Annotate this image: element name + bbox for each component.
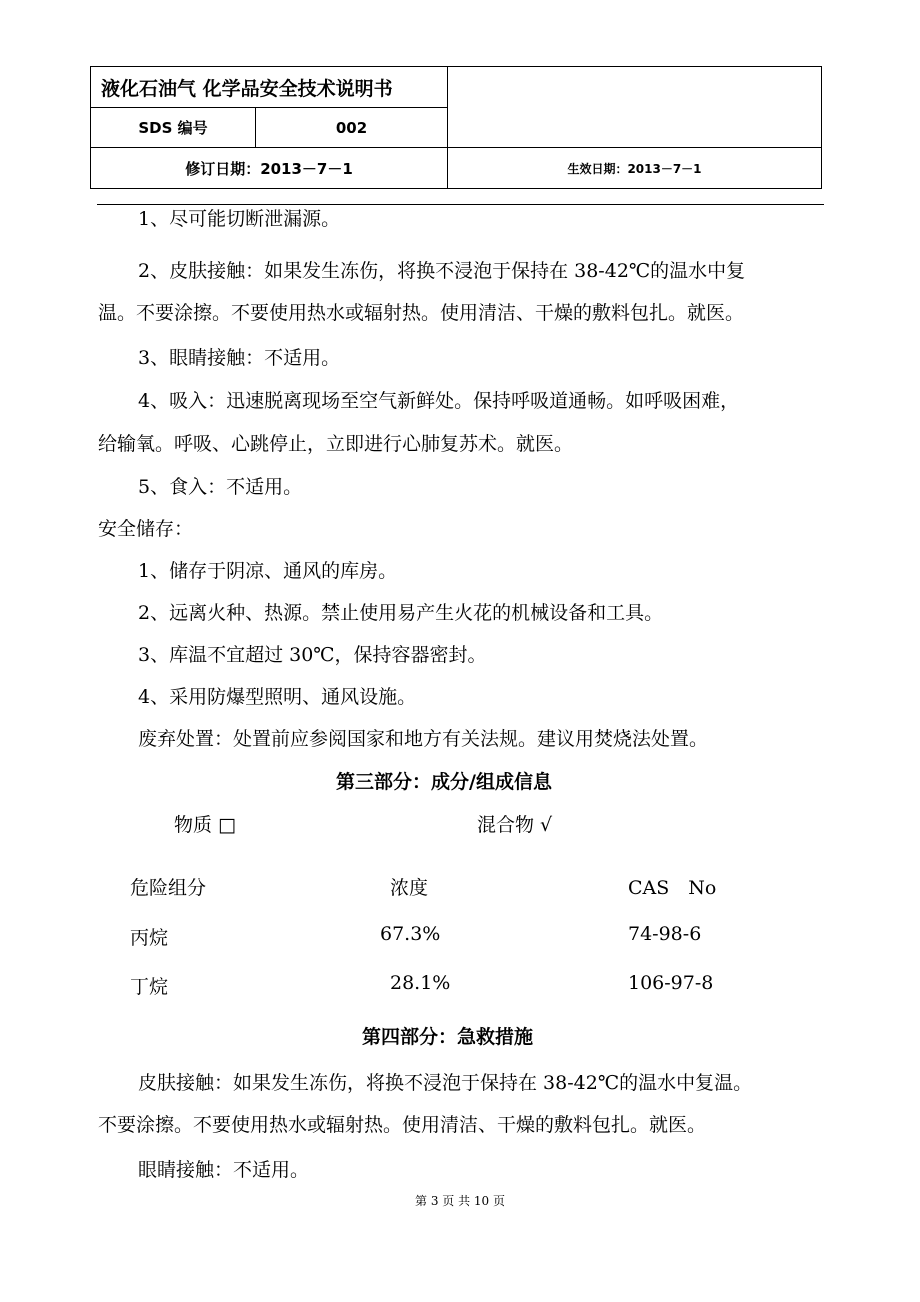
first-aid-skin-line-1: 皮肤接触：如果发生冻伤，将换不浸泡于保持在 38-42℃的温水中复温。 xyxy=(138,1072,753,1094)
header-blank-cell xyxy=(448,67,822,148)
header-divider xyxy=(97,204,824,205)
storage-2: 2、远离火种、热源。禁止使用易产生火花的机械设备和工具。 xyxy=(138,602,664,624)
column-header-cas: CAS No xyxy=(628,877,717,899)
revision-date: 修订日期：2013－7－1 xyxy=(91,148,448,189)
page-number: 第 3 页 共 10 页 xyxy=(415,1194,505,1208)
sds-label: SDS 编号 xyxy=(91,108,256,148)
component-name: 丁烷 xyxy=(130,976,169,998)
effective-date: 生效日期：2013－7－1 xyxy=(448,148,822,189)
component-name: 丙烷 xyxy=(130,927,169,949)
first-aid-eye: 眼睛接触：不适用。 xyxy=(138,1159,310,1181)
column-header-component: 危险组分 xyxy=(130,877,207,899)
measure-4-line-1: 4、吸入：迅速脱离现场至空气新鲜处。保持呼吸道通畅。如呼吸困难， xyxy=(138,390,740,412)
document-title: 液化石油气 化学品安全技术说明书 xyxy=(91,67,448,108)
mixture-option: 混合物 √ xyxy=(477,814,553,836)
storage-1: 1、储存于阴凉、通风的库房。 xyxy=(138,560,398,582)
first-aid-skin-line-2: 不要涂擦。不要使用热水或辐射热。使用清洁、干燥的敷料包扎。就医。 xyxy=(98,1114,707,1136)
section-4-title: 第四部分：急救措施 xyxy=(362,1026,534,1048)
section-3-title: 第三部分：成分/组成信息 xyxy=(336,771,552,793)
measure-5: 5、食入：不适用。 xyxy=(138,476,303,498)
measure-1: 1、尽可能切断泄漏源。 xyxy=(138,208,341,230)
component-concentration: 67.3% xyxy=(380,923,441,945)
measure-2-line-2: 温。不要涂擦。不要使用热水或辐射热。使用清洁、干燥的敷料包扎。就医。 xyxy=(98,302,745,324)
header-table xyxy=(90,66,822,189)
component-cas: 106-97-8 xyxy=(628,972,714,994)
disposal: 废弃处置：处置前应参阅国家和地方有关法规。建议用焚烧法处置。 xyxy=(138,728,709,750)
storage-3: 3、库温不宜超过 30℃，保持容器密封。 xyxy=(138,644,487,666)
measure-2-line-1: 2、皮肤接触：如果发生冻伤，将换不浸泡于保持在 38-42℃的温水中复 xyxy=(138,260,746,282)
column-header-concentration: 浓度 xyxy=(390,877,429,899)
component-concentration: 28.1% xyxy=(390,972,451,994)
substance-option: 物质 □ xyxy=(174,814,236,836)
sds-value: 002 xyxy=(256,108,448,148)
measure-3: 3、眼睛接触：不适用。 xyxy=(138,347,341,369)
measure-4-line-2: 给输氧。呼吸、心跳停止，立即进行心肺复苏术。就医。 xyxy=(98,433,574,455)
component-cas: 74-98-6 xyxy=(628,923,702,945)
storage-4: 4、采用防爆型照明、通风设施。 xyxy=(138,686,417,708)
storage-title: 安全储存： xyxy=(98,518,194,540)
